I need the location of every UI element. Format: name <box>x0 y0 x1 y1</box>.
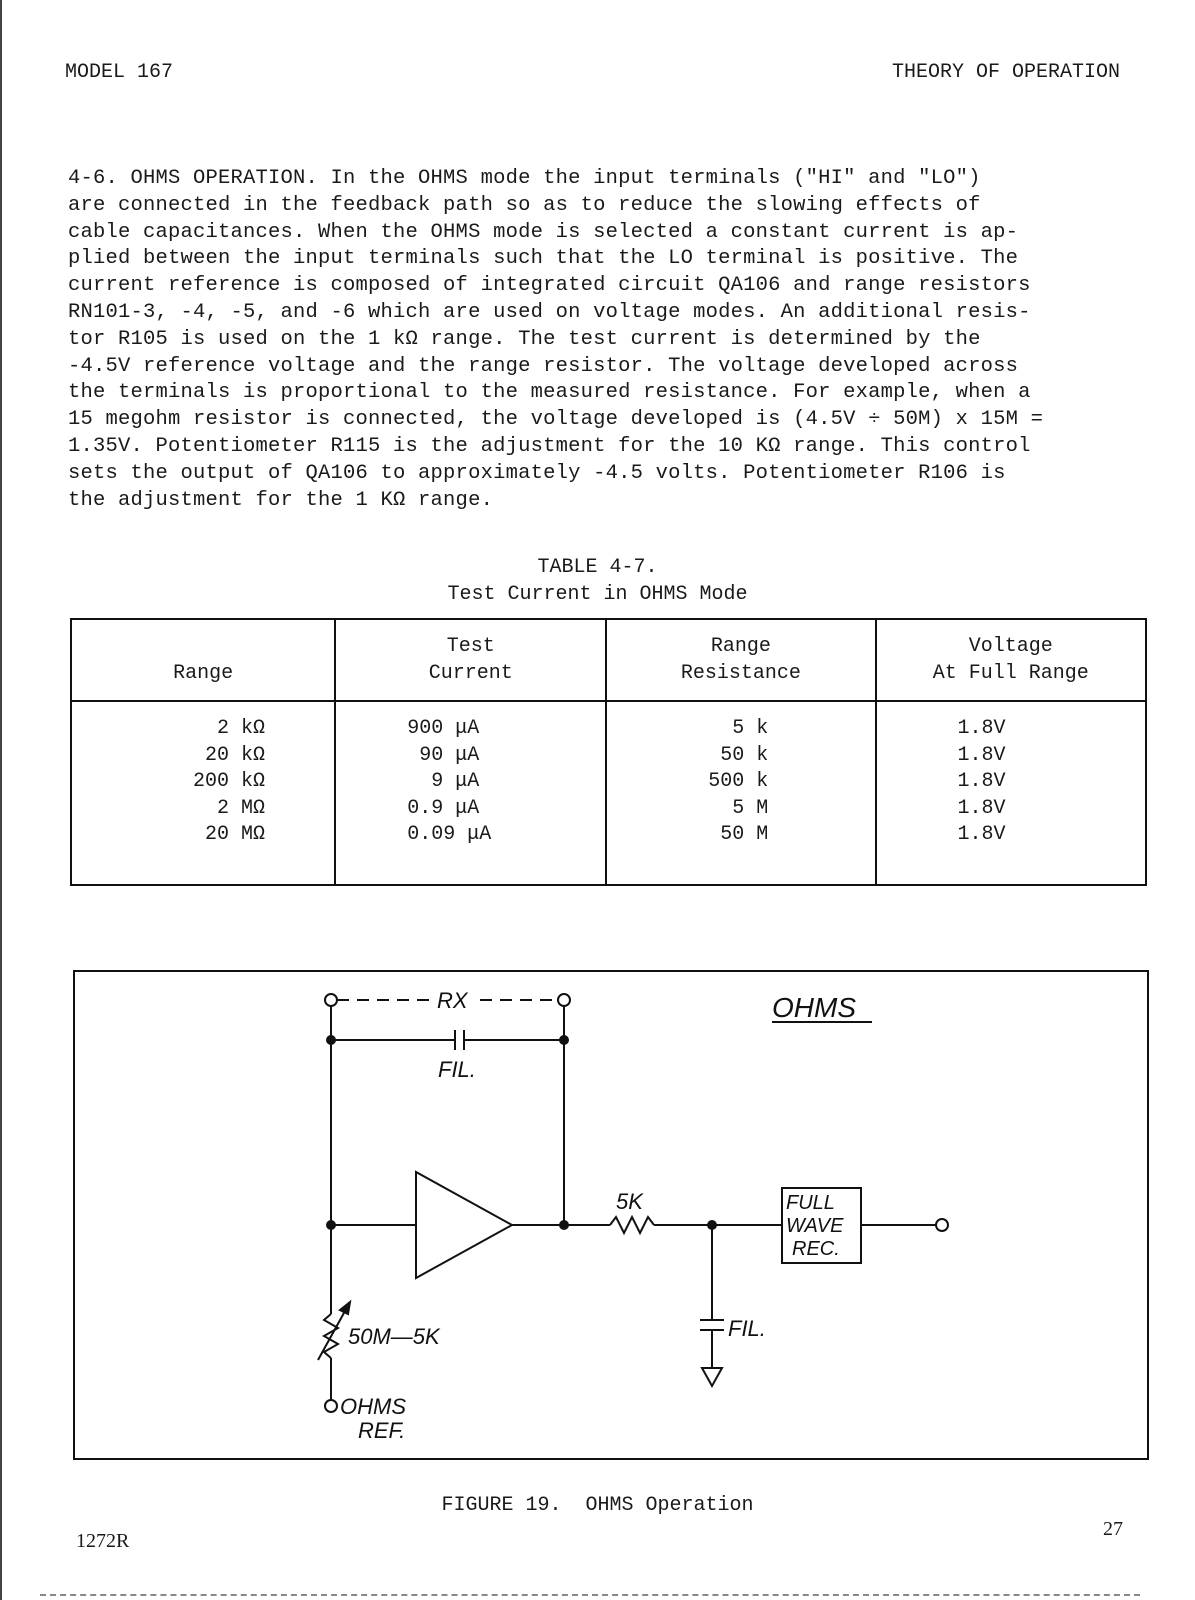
lo-terminal <box>558 994 570 1006</box>
header-line: Range <box>173 662 234 685</box>
body-line: 4-6. OHMS OPERATION. In the OHMS mode the input terminals ("HI" and "LO") <box>68 167 981 190</box>
current-cell: 0.9 μA <box>407 796 480 820</box>
body-line: -4.5V reference voltage and the range resistor. The voltage developed across <box>68 354 1019 378</box>
table-body-row <box>71 701 1146 885</box>
footer-doc-code: 1272R <box>76 1530 130 1552</box>
resistor-5k-label: 5K <box>616 1189 643 1214</box>
range-column <box>71 701 335 885</box>
body-line: 1.35V. Potentiometer R115 is the adjustment for the 10 KΩ range. This control <box>68 434 1031 458</box>
resistance-cell: 5 M <box>708 796 769 820</box>
page-number: 27 <box>1103 1518 1123 1540</box>
body-line: tor R105 is used on the 1 kΩ range. The test current is determined by the <box>68 327 981 351</box>
range-cell: 2 MΩ <box>193 796 266 820</box>
header-section: THEORY OF OPERATION <box>891 61 1120 84</box>
schematic-diagram <box>75 972 1147 1458</box>
body-line: sets the output of QA106 to approximately -4.5 volts. Potentiometer R106 is <box>68 461 1006 485</box>
voltage-cell: 1.8V <box>957 717 1006 740</box>
body-line: current reference is composed of integrated circuit QA106 and range resistors <box>68 274 1031 298</box>
ohms-ref-label-line: REF. <box>358 1418 406 1443</box>
ohms-title: OHMS <box>772 992 856 1023</box>
var-res-arrowhead <box>340 1302 350 1314</box>
voltage-cell: 1.8V <box>957 743 1006 767</box>
resistance-column <box>606 701 875 885</box>
amplifier-triangle <box>416 1172 512 1278</box>
fil-top-label: FIL. <box>438 1057 476 1082</box>
header-line: Test <box>446 635 495 658</box>
resistance-cell: 50 M <box>708 823 769 847</box>
voltage-cell: 1.8V <box>957 770 1006 794</box>
rec-label-line: FULL <box>786 1192 835 1214</box>
body-line: are connected in the feedback path so as to reduce the slowing effects of <box>68 193 981 217</box>
header-model: MODEL 167 <box>65 61 174 84</box>
ohms-ref-label-line: OHMS <box>340 1394 406 1419</box>
range-cell: 200 kΩ <box>193 770 266 794</box>
range-cell: 20 kΩ <box>193 743 266 767</box>
rec-label-line: REC. <box>792 1238 840 1260</box>
body-line: plied between the input terminals such that the LO terminal is positive. The <box>68 247 1019 271</box>
range-cell: 2 kΩ <box>193 717 266 740</box>
resistance-cell: 5 k <box>708 717 769 740</box>
voltage-cell: 1.8V <box>957 796 1006 820</box>
figure-caption: FIGURE 19. OHMS Operation <box>441 1494 754 1517</box>
header-voltage <box>876 619 1146 701</box>
current-cell: 900 μA <box>407 717 480 740</box>
current-cell: 90 μA <box>407 743 480 767</box>
resistance-cell: 500 k <box>708 770 769 794</box>
test-current-table <box>70 618 1147 886</box>
resistance-cell: 50 k <box>708 743 769 767</box>
header-range-resistance <box>606 619 875 701</box>
body-paragraph <box>68 166 1138 514</box>
current-column <box>335 701 606 885</box>
figure-ohms-schematic <box>73 970 1149 1460</box>
table-header-row <box>71 619 1146 701</box>
voltage-column <box>876 701 1146 885</box>
header-line: Range <box>710 635 771 658</box>
hi-terminal <box>325 994 337 1006</box>
header-line: At Full Range <box>932 662 1089 685</box>
junction-dot <box>326 1220 336 1230</box>
header-line: Resistance <box>680 662 801 685</box>
var-res-label: 50M—5K <box>348 1324 440 1349</box>
header-line: Voltage <box>968 635 1053 658</box>
junction-dot <box>326 1035 336 1045</box>
table-number: TABLE 4-7. <box>537 556 658 579</box>
junction-dot <box>559 1220 569 1230</box>
fil-bottom-label: FIL. <box>728 1316 766 1341</box>
body-line: 15 megohm resistor is connected, the voltage developed is (4.5V ÷ 50M) x 15M = <box>68 408 1044 432</box>
body-line: the terminals is proportional to the measured resistance. For example, when a <box>68 381 1031 405</box>
header-test-current <box>335 619 606 701</box>
page-edge <box>0 0 2 1600</box>
body-line: the adjustment for the 1 KΩ range. <box>68 488 494 512</box>
header-line: Current <box>428 662 513 685</box>
current-cell: 9 μA <box>407 770 480 794</box>
body-line: cable capacitances. When the OHMS mode is selected a constant current is ap- <box>68 220 1019 244</box>
ground-icon <box>702 1368 722 1386</box>
current-cell: 0.09 μA <box>407 823 492 847</box>
junction-dot <box>559 1035 569 1045</box>
rx-label: RX <box>437 988 468 1013</box>
junction-dot <box>707 1220 717 1230</box>
rec-label-line: WAVE <box>786 1215 844 1237</box>
range-cell: 20 MΩ <box>193 823 266 847</box>
body-line: RN101-3, -4, -5, and -6 which are used on voltage modes. An additional resis- <box>68 300 1031 324</box>
resistor-5k <box>610 1217 654 1233</box>
output-terminal <box>936 1219 948 1231</box>
voltage-cell: 1.8V <box>957 823 1006 847</box>
ohms-ref-terminal <box>325 1400 337 1412</box>
header-line <box>72 633 334 660</box>
table-title: Test Current in OHMS Mode <box>447 583 748 606</box>
bottom-scan-edge <box>40 1594 1140 1597</box>
header-range <box>71 619 335 701</box>
